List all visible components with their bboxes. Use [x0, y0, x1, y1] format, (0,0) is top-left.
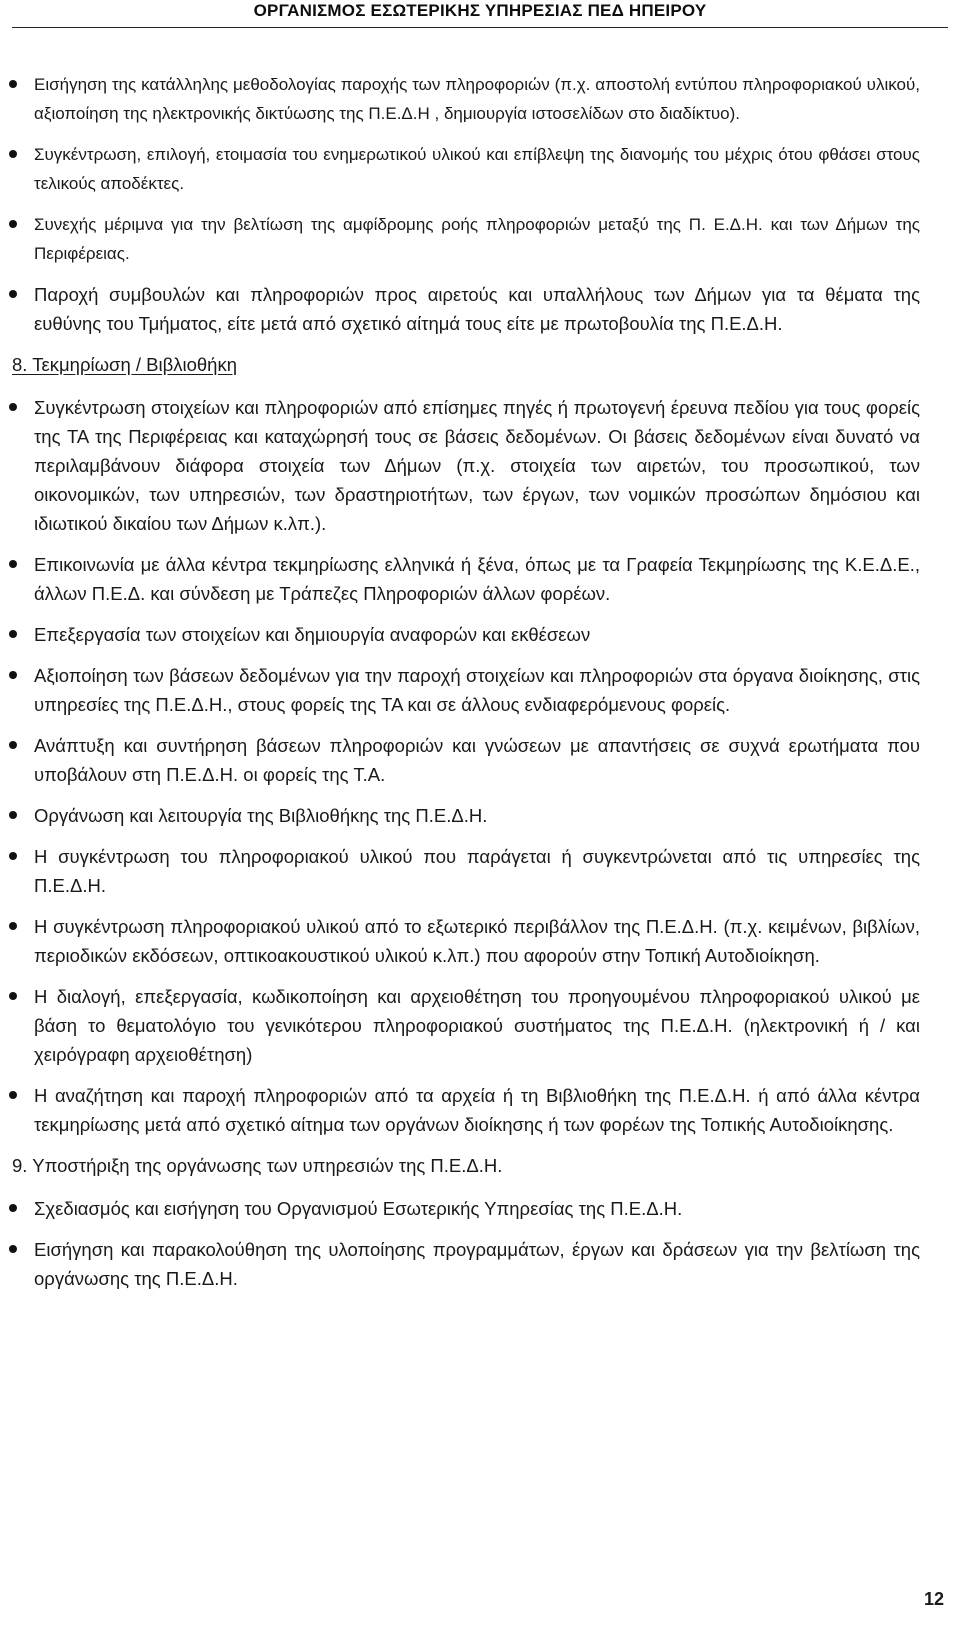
list-item — [34, 393, 920, 538]
list-item — [34, 140, 920, 198]
bullet-icon — [9, 992, 17, 1000]
bullet-icon — [9, 220, 17, 228]
list-item-text: Αξιοποίηση των βάσεων δεδομένων για την παροχή στοιχείων και πληροφοριών στα όργανα διοίκησης, στις υπηρεσίες της Π.Ε.Δ.Η., στους φορείς της ΤΑ και σε άλλους ενδιαφερόμενους φορείς. — [34, 665, 920, 715]
bullet-icon — [9, 1204, 17, 1212]
list-item-text: Οργάνωση και λειτουργία της Βιβλιοθήκης της Π.Ε.Δ.Η. — [34, 805, 488, 826]
list-item-text: Η συγκέντρωση πληροφοριακού υλικού από το εξωτερικό περιβάλλον της Π.Ε.Δ.Η. (π.χ. κειμένων, βιβλίων, περιοδικών εκδόσεων, οπτικοακουστικού υλικού κ.λπ.) που αφορούν στην Τοπική Αυτοδιοίκηση. — [34, 916, 920, 966]
list-item-text: Επικοινωνία με άλλα κέντρα τεκμηρίωσης ελληνικά ή ξένα, όπως με τα Γραφεία Τεκμηρίωσης της Κ.Ε.Δ.Ε., άλλων Π.Ε.Δ. και σύνδεση με Τράπεζες Πληροφοριών άλλων φορέων. — [34, 554, 920, 604]
list-item-text: Παροχή συμβουλών και πληροφοριών προς αιρετούς και υπαλλήλους των Δήμων για τα θέματα της ευθύνης του Τμήματος, είτε μετά από σχετικό αίτημά τους είτε με πρωτοβουλία της Π.Ε.Δ.Η. — [34, 284, 920, 334]
list-item — [34, 661, 920, 719]
list-item-text: Συγκέντρωση στοιχείων και πληροφοριών από επίσημες πηγές ή πρωτογενή έρευνα πεδίου για τους φορείς της ΤΑ της Περιφέρειας και καταχώρησή τους σε βάσεις δεδομένων. Οι βάσεις δεδομένων είναι δυνατό να περιλαμβάνουν διάφορα στοιχεία των Δήμων (π.χ. στοιχεία των αιρετών, του προσωπικού, των οικονομικών, των υπηρεσιών, των δραστηριοτήτων, των έργων, των νομικών προσώπων δημόσιου και ιδιωτικού δικαίου των Δήμων κ.λπ.). — [34, 397, 920, 534]
bullet-icon — [9, 80, 17, 88]
list-item — [34, 842, 920, 900]
bullet-icon — [9, 630, 17, 638]
bullet-icon — [9, 741, 17, 749]
list-item-text: Ανάπτυξη και συντήρηση βάσεων πληροφοριών και γνώσεων με απαντήσεις σε συχνά ερωτήματα που υποβάλουν στη Π.Ε.Δ.Η. οι φορείς της Τ.Α. — [34, 735, 920, 785]
bullet-icon — [9, 403, 17, 411]
list-item-text: Σχεδιασμός και εισήγηση του Οργανισμού Εσωτερικής Υπηρεσίας της Π.Ε.Δ.Η. — [34, 1198, 683, 1219]
documentation-list — [0, 393, 960, 1139]
bullet-icon — [9, 1245, 17, 1253]
document-body — [0, 70, 960, 1305]
page-number: 12 — [923, 1589, 944, 1609]
bullet-icon — [9, 852, 17, 860]
intro-list — [0, 70, 960, 338]
bullet-icon — [9, 922, 17, 930]
list-item — [34, 1235, 920, 1293]
bullet-icon — [9, 811, 17, 819]
list-item — [34, 620, 920, 649]
list-item — [34, 550, 920, 608]
list-item-text: Συνεχής μέριμνα για την βελτίωση της αμφίδρομης ροής πληροφοριών μεταξύ της Π. Ε.Δ.Η. και των Δήμων της Περιφέρειας. — [34, 215, 920, 263]
bullet-icon — [9, 150, 17, 158]
list-item — [34, 1194, 920, 1223]
header-divider — [12, 27, 948, 28]
list-item — [34, 982, 920, 1069]
list-item — [34, 280, 920, 338]
organization-list — [0, 1194, 960, 1293]
list-item-text: Επεξεργασία των στοιχείων και δημιουργία αναφορών και εκθέσεων — [34, 624, 591, 645]
section-heading-text: 9. Υποστήριξη της οργάνωσης των υπηρεσιών της Π.Ε.Δ.Η. — [12, 1155, 503, 1176]
section-heading-organization — [12, 1151, 920, 1180]
list-item-text: Συγκέντρωση, επιλογή, ετοιμασία του ενημερωτικού υλικού και επίβλεψη της διανομής του μέχρις ότου φθάσει στους τελικούς αποδέκτες. — [34, 145, 920, 193]
bullet-icon — [9, 290, 17, 298]
list-item-text: Η διαλογή, επεξεργασία, κωδικοποίηση και αρχειοθέτηση του προηγουμένου πληροφοριακού υλικού με βάση το θεματολόγιο του γενικότερου πληροφοριακού συστήματος της Π.Ε.Δ.Η. (ηλεκτρονική ή / και χειρόγραφη αρχειοθέτηση) — [34, 986, 920, 1065]
bullet-icon — [9, 671, 17, 679]
list-item-text: Η συγκέντρωση του πληροφοριακού υλικού που παράγεται ή συγκεντρώνεται από τις υπηρεσίες της Π.Ε.Δ.Η. — [34, 846, 920, 896]
list-item — [34, 210, 920, 268]
section-heading-text: 8. Τεκμηρίωση / Βιβλιοθήκη — [12, 354, 238, 375]
bullet-icon — [9, 560, 17, 568]
list-item-text: Εισήγηση και παρακολούθηση της υλοποίησης προγραμμάτων, έργων και δράσεων για την βελτίωση της οργάνωσης της Π.Ε.Δ.Η. — [34, 1239, 920, 1289]
list-item — [34, 70, 920, 128]
section-heading-documentation — [12, 350, 920, 379]
list-item-text: Εισήγηση της κατάλληλης μεθοδολογίας παροχής των πληροφοριών (π.χ. αποστολή εντύπου πληροφοριακού υλικού, αξιοποίηση της ηλεκτρονικής δικτύωσης της Π.Ε.Δ.Η , δημιουργία ιστοσελίδων στο διαδίκτυο). — [34, 75, 920, 123]
list-item-text: Η αναζήτηση και παροχή πληροφοριών από τα αρχεία ή τη Βιβλιοθήκη της Π.Ε.Δ.Η. ή από άλλα κέντρα τεκμηρίωσης μετά από σχετικό αίτημα των οργάνων διοίκησης ή των φορέων της Τοπικής Αυτοδιοίκησης. — [34, 1085, 920, 1135]
page-header-title: ΟΡΓΑΝΙΣΜΟΣ ΕΣΩΤΕΡΙΚΗΣ ΥΠΗΡΕΣΙΑΣ ΠΕΔ ΗΠΕΙΡΟΥ — [253, 1, 707, 20]
list-item — [34, 731, 920, 789]
list-item — [34, 1081, 920, 1139]
bullet-icon — [9, 1091, 17, 1099]
list-item — [34, 912, 920, 970]
list-item — [34, 801, 920, 830]
